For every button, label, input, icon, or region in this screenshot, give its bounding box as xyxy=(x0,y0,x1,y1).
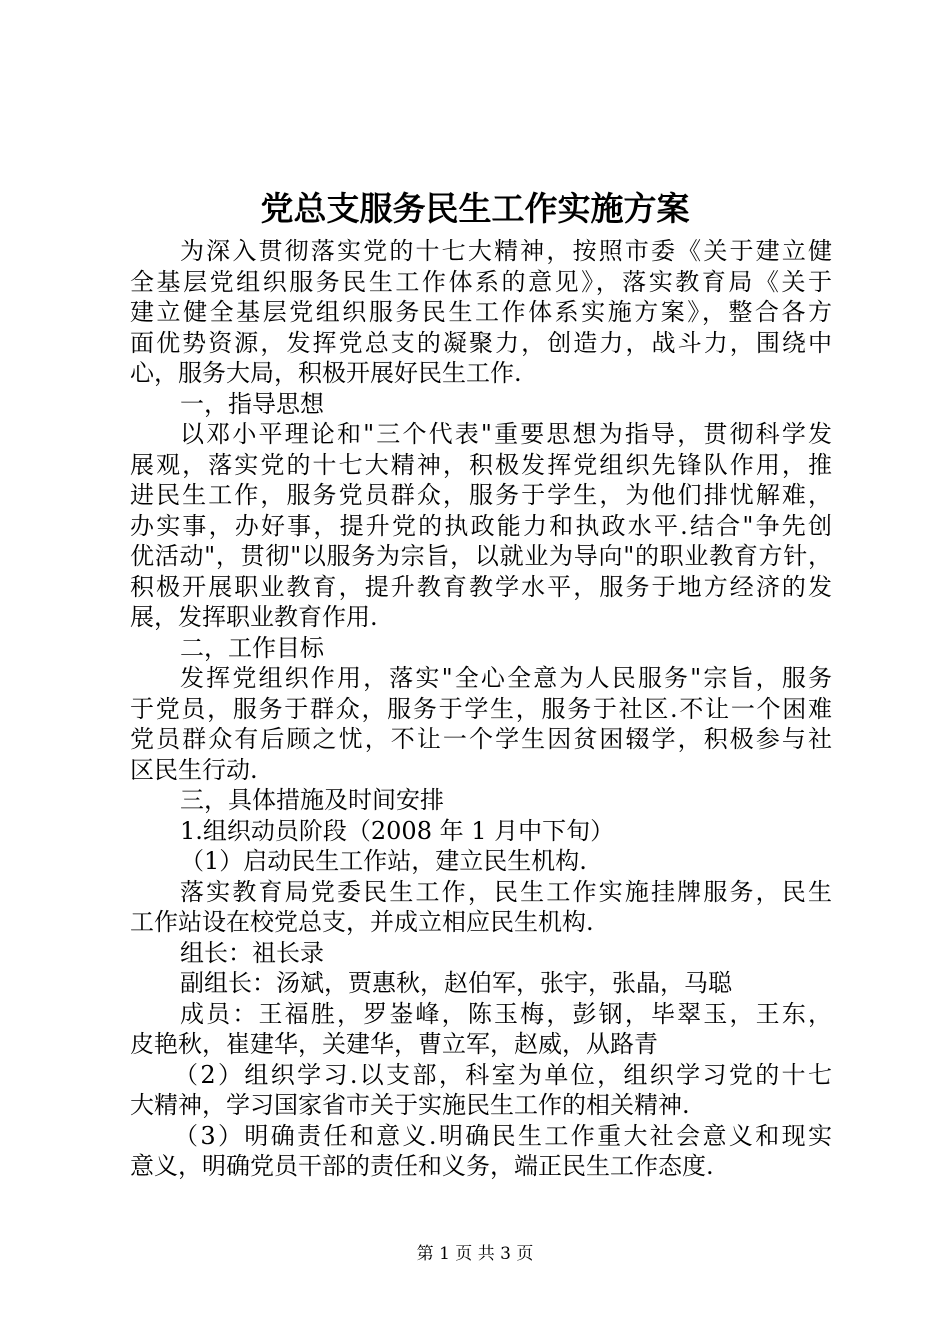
section-heading: 三，具体措施及时间安排 xyxy=(180,786,444,814)
paragraph-line: 以邓小平理论和"三个代表"重要思想为指导，贯彻科学发 xyxy=(180,420,832,448)
paragraph-line: 办实事，办好事，提升党的执政能力和执政水平.结合"争先创 xyxy=(130,511,832,540)
section-heading: 二，工作目标 xyxy=(180,633,324,662)
paragraph-line: 意义，明确党员干部的责任和义务，端正民生工作态度. xyxy=(130,1152,714,1180)
paragraph-line: 积极开展职业教育，提升教育教学水平，服务于地方经济的发 xyxy=(130,572,832,601)
paragraph-line: （1）启动民生工作站，建立民生机构. xyxy=(180,847,587,875)
paragraph-line: 展，发挥职业教育作用. xyxy=(130,603,378,631)
paragraph-line: （2）组织学习.以支部，科室为单位，组织学习党的十七 xyxy=(174,1060,832,1089)
paragraph-line: 党员群众有后顾之忧，不让一个学生因贫困辍学，积极参与社 xyxy=(130,725,832,753)
paragraph-line: 面优势资源，发挥党总支的凝聚力，创造力，战斗力，围绕中 xyxy=(130,328,832,357)
paragraph-line: 区民生行动. xyxy=(130,755,258,784)
paragraph-line: 工作站设在校党总支，并成立相应民生机构. xyxy=(130,908,594,936)
paragraph-line: 发挥党组织作用，落实"全心全意为人民服务"宗旨，服务 xyxy=(180,664,832,692)
paragraph-line: 建立健全基层党组织服务民生工作体系实施方案》，整合各方 xyxy=(130,298,832,326)
paragraph-line: 大精神，学习国家省市关于实施民生工作的相关精神. xyxy=(130,1091,690,1119)
paragraph-line: 进民生工作，服务党员群众，服务于学生，为他们排忧解难， xyxy=(130,481,832,509)
paragraph-line: 皮艳秋，崔建华，关建华，曹立军，赵威，从路青 xyxy=(130,1030,658,1058)
section-heading: 一，指导思想 xyxy=(180,389,324,418)
paragraph-line: 为深入贯彻落实党的十七大精神，按照市委《关于建立健 xyxy=(180,237,832,265)
paragraph-line: 优活动"，贯彻"以服务为宗旨，以就业为导向"的职业教育方针， xyxy=(130,542,832,570)
paragraph-line: 展观，落实党的十七大精神，积极发挥党组织先锋队作用，推 xyxy=(130,450,832,479)
paragraph-line: 全基层党组织服务民生工作体系的意见》，落实教育局《关于 xyxy=(130,267,832,296)
paragraph-line: 副组长：汤斌，贾惠秋，赵伯军，张宇，张晶，马聪 xyxy=(180,969,732,997)
paragraph-line: 于党员，服务于群众，服务于学生，服务于社区.不让一个困难 xyxy=(130,694,832,723)
document-title: 党总支服务民生工作实施方案 xyxy=(260,189,690,228)
page-footer: 第 1 页 共 3 页 xyxy=(416,1244,534,1264)
subsection-heading: 1.组织动员阶段（2008 年 1 月中下旬） xyxy=(180,816,615,845)
paragraph-line: 组长：祖长录 xyxy=(180,938,324,967)
paragraph-line: 心，服务大局，积极开展好民生工作. xyxy=(130,359,522,387)
paragraph-line: 成员：王福胜，罗崟峰，陈玉梅，彭钢，毕翠玉，王东， xyxy=(180,999,832,1028)
document-body xyxy=(130,236,832,1182)
paragraph-line: 落实教育局党委民生工作，民生工作实施挂牌服务，民生 xyxy=(180,877,832,906)
paragraph-line: （3）明确责任和意义.明确民生工作重大社会意义和现实 xyxy=(174,1121,832,1150)
